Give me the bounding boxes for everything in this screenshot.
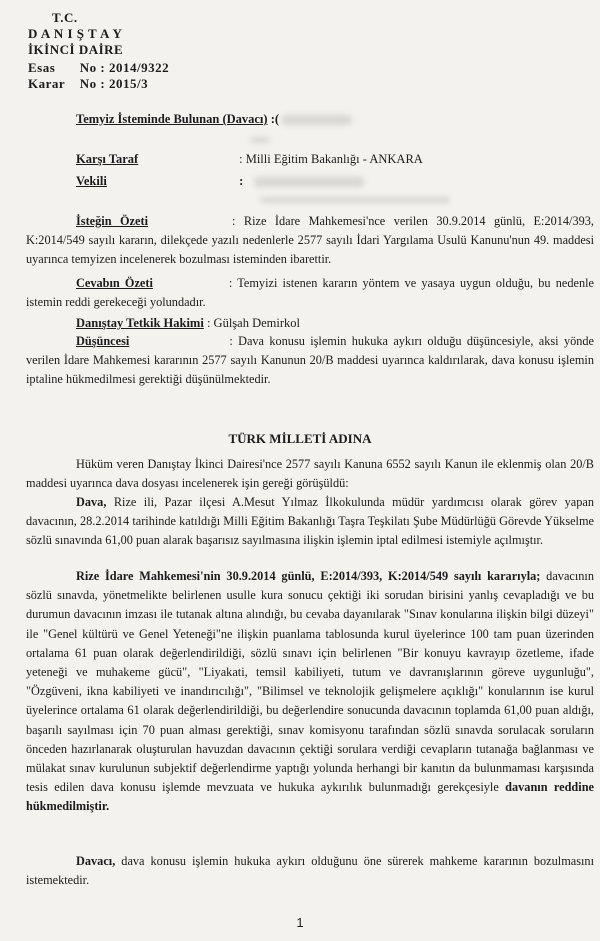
karar-value: No : 2015/3 [79,76,149,91]
response-text: : Temyizi istenen kararın yöntem ve yasaya uygun olduğu, bu nedenle istemin reddi gerekeceği yolundadır. [26,276,594,310]
paragraph-4 [26,852,594,890]
redacted-mark [250,137,270,143]
appellant-row [76,112,352,127]
paragraph-2-text: Rize ili, Pazar ilçesi A.Mesut Yılmaz İlkokulunda müdür yardımcısı olarak görev yapan davacının, 28.2.2014 tarihinde katıldığı Milli Eğitim Bakanlığı Taşra Teşkilatı Şube Müdürlüğü Görevde Yükselme sözlü sınavında 61,00 puan alarak başarısız sayılmasına ilişkin işlemin iptal edilmesi istemiyle açılmıştır. [26,495,594,548]
paragraph-3 [26,567,594,817]
redacted-counsel [254,177,364,187]
request-text: : Rize İdare Mahkemesi'nce verilen 30.9.2014 günlü, E:2014/393, K:2014/549 sayılı kararın, dilekçede yazılı nedenlerle 2577 sayılı İdari Yargılama Usulü Kanunu'nun 49. maddesi uyarınca temyizen incelenerek bozulması isteminden ibarettir. [26,214,594,267]
response-summary [26,274,594,312]
appellant-separator: :( [270,112,280,126]
judge-value: : Gülşah Demirkol [206,316,300,330]
karar-row [28,76,148,91]
esas-label: Esas [28,60,56,75]
redacted-appellant [282,115,352,125]
respondent-row [76,152,423,167]
court-name: D A N I Ş T A Y [28,26,123,41]
redacted-line [250,132,270,147]
respondent-label: Karşı Taraf [76,152,139,166]
esas-value: No : 2014/9322 [79,60,170,75]
judge-label: Danıştay Tetkik Hakimi [76,316,204,330]
response-label: Cevabın Özeti [76,276,153,290]
paragraph-1 [26,455,594,493]
appellant-label: Temyiz İsteminde Bulunan (Davacı) [76,112,268,126]
request-label: İsteğin Özeti [76,214,148,228]
paragraph-3-conclusion: davanın reddine hükmedilmiştir. [26,780,594,814]
decision-heading: TÜRK MİLLETİ ADINA [228,431,372,446]
paragraph-3-lead: Rize İdare Mahkemesi'nin 30.9.2014 günlü, E:2014/393, K:2014/549 sayılı kararıyla; [76,569,541,583]
counsel-row [76,174,364,189]
redacted-counsel-line-2 [260,192,450,207]
paragraph-1-text: Hüküm veren Danıştay İkinci Dairesi'nce 2577 sayılı Kanuna 6552 sayılı Kanun ile eklenmiş olan 20/B maddesi uyarınca dava dosyası incelenerek işin gereği görüşüldü: [26,457,594,491]
opinion-text: : Dava konusu işlemin hukuka aykırı olduğu düşüncesiyle, aksi yönde verilen İdare Mahkemesi kararının 2577 sayılı Kanunun 20/B maddesi uyarınca kaldırılarak, dava konusu işlemin iptaline hükmedilmesi gerektiği düşünülmektedir. [26,334,594,387]
paragraph-2 [26,493,594,551]
counsel-label: Vekili [76,174,107,188]
judge-row [76,316,300,331]
paragraph-4-lead: Davacı, [76,854,116,868]
tc-label: T.C. [52,10,78,25]
esas-row [28,60,169,75]
redacted-mark [260,197,450,203]
paragraph-2-lead: Dava, [76,495,107,509]
counsel-separator: : [239,174,244,188]
chamber-name: İKİNCİ DAİRE [28,42,124,57]
paragraph-3-text: davacının sözlü sınavda, yönetmelikte belirlenen usulle kura sonucu çektiği iki sorudan birisini yanlış cevapladığı ve bu durumun davacının imzası ile tutanak altına alındığı, bu cevaba dayanılarak "Sınav konularına ilişkin bilgi düzeyi" ile "Genel kültürü ve Genel Yeteneği"ne ilişkin puanlama tablosunda kurul üyelerince 100 tam puan üzerinden ortalama 61 puan olarak değerlendirildiği, sözlü sınavı için belirlenen "Bir konuyu kavrayıp özetleme, ifade yeteneği ve muhakeme gücü", "Liyakati, temsil kabiliyeti, tutum ve davranışlarının göreve uygunluğu", "Özgüveni, ikna kabiliyeti ve inandırıcılığı", "Bilimsel ve teknolojik gelişmelere açıklığı" konularının ise kurul üyelerince ortalama 61 olarak değerlendirildiği, bu değerlendire sonucunda davacının toplamda 61,00 puan aldığı, başarılı sayılması için 70 puan alması gerektiği, sınav komisyonu tarafından sözlü sınavda sorulacak soruların önceden hazırlanarak oluşturulan havuzdan davacının çektiği sorulara verdiği cevapların tutanağa bağlanması ve mülakat sınav kurulunun subjektif değerlendirme yaptığı yolunda herhangi bir kanıtın da bulunmaması karşısında tesis edilen dava konusu işlemde mevzuata ve hukuka aykırılık bulunmadığı gerekçesiyle [26,569,594,795]
page-number: 1 [296,915,304,930]
opinion-summary [26,332,594,390]
respondent-value: : Milli Eğitim Bakanlığı - ANKARA [239,152,423,166]
opinion-label: Düşüncesi [76,334,130,348]
request-summary [26,212,594,270]
karar-label: Karar [28,76,66,91]
paragraph-4-text: dava konusu işlemin hukuka aykırı olduğunu öne sürerek mahkeme kararının bozulmasını istemektedir. [26,854,594,888]
